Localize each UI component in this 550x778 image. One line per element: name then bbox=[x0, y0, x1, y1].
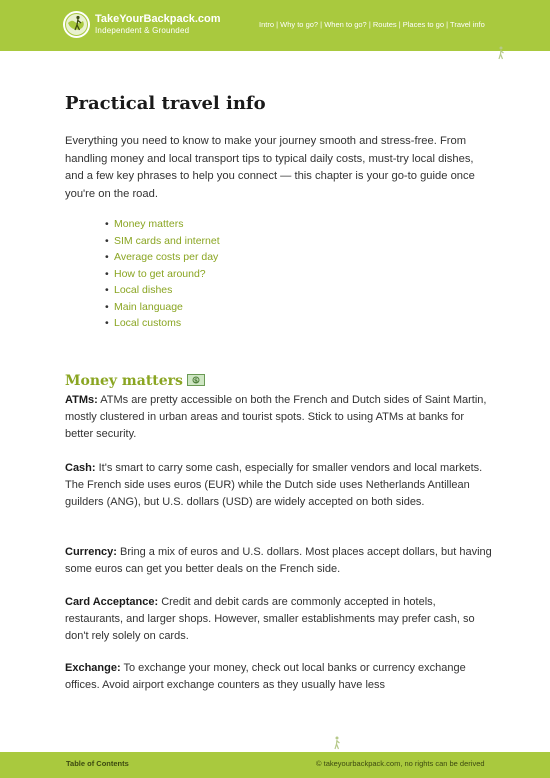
paragraph-text: ATMs are pretty accessible on both the French and Dutch sides of Saint Martin, mostly clustered in urban areas and tourist spots. Stick to using ATMs at banks for better security. bbox=[65, 394, 487, 441]
paragraph-label: Exchange: bbox=[65, 662, 121, 674]
paragraph-text: Credit and debit cards are commonly accepted in hotels, restaurants, and larger shops. However, smaller establishments may prefer cash, so don't rely solely on cards. bbox=[65, 596, 475, 643]
header-bar bbox=[0, 0, 550, 51]
paragraph-label: ATMs: bbox=[65, 394, 98, 406]
toc-item-average-costs[interactable]: • Average costs per day bbox=[114, 249, 220, 266]
chapter-contents-list bbox=[104, 216, 220, 332]
paragraph-card-acceptance bbox=[65, 594, 495, 646]
brand-tagline: Independent & Grounded bbox=[95, 26, 190, 35]
top-nav: Intro | Why to go? | When to go? | Routes | Places to go | Travel info bbox=[259, 20, 485, 29]
toc-item-main-language[interactable]: • Main language bbox=[114, 299, 220, 316]
nav-routes[interactable]: Routes bbox=[372, 20, 397, 29]
hiker-icon bbox=[331, 736, 343, 750]
banknote-icon bbox=[187, 374, 205, 386]
hiker-icon bbox=[495, 46, 507, 60]
paragraph-label: Currency: bbox=[65, 546, 117, 558]
nav-intro[interactable]: Intro bbox=[259, 20, 275, 29]
paragraph-text: To exchange your money, check out local banks or currency exchange offices. Avoid airport exchange counters as they usually have less bbox=[65, 662, 466, 692]
paragraph-text: Bring a mix of euros and U.S. dollars. Most places accept dollars, but having some euros can get you better deals on the French side. bbox=[65, 546, 492, 576]
copyright-notice: © takeyourbackpack.com, no rights can be derived bbox=[316, 759, 485, 768]
nav-why-to-go[interactable]: Why to go? bbox=[280, 20, 319, 29]
toc-item-local-dishes[interactable]: • Local dishes bbox=[114, 282, 220, 299]
svg-text:$: $ bbox=[193, 377, 199, 385]
nav-places-to-go[interactable]: Places to go bbox=[402, 20, 445, 29]
paragraph-text: It's smart to carry some cash, especially for smaller vendors and local markets. The French side uses euros (EUR) while the Dutch side uses Netherlands Antillean guilders (ANG), but U.S. dollars (USD) are widely accepted on both sides. bbox=[65, 462, 483, 509]
paragraph-currency bbox=[65, 544, 495, 578]
brand-name[interactable]: TakeYourBackpack.com bbox=[95, 13, 221, 25]
toc-item-local-customs[interactable]: • Local customs bbox=[114, 315, 220, 332]
toc-item-sim-cards[interactable]: • SIM cards and internet bbox=[114, 233, 220, 250]
nav-travel-info[interactable]: Travel info bbox=[450, 20, 485, 29]
table-of-contents-link[interactable]: Table of Contents bbox=[66, 759, 129, 768]
globe-hiker-logo-icon[interactable] bbox=[63, 11, 90, 38]
paragraph-label: Cash: bbox=[65, 462, 96, 474]
toc-item-get-around[interactable]: • How to get around? bbox=[114, 266, 220, 283]
section-heading-money bbox=[65, 373, 205, 389]
footer-bar bbox=[0, 752, 550, 778]
page-title: Practical travel info bbox=[65, 93, 266, 114]
paragraph-atms bbox=[65, 392, 495, 444]
paragraph-label: Card Acceptance: bbox=[65, 596, 159, 608]
nav-when-to-go[interactable]: When to go? bbox=[324, 20, 367, 29]
toc-item-money-matters[interactable]: • Money matters bbox=[114, 216, 220, 233]
paragraph-cash bbox=[65, 460, 495, 512]
intro-paragraph: Everything you need to know to make your journey smooth and stress-free. From handling money and local transport tips to typical daily costs, must-try local dishes, and a few key phrases to help you connect — this chapter is your go-to guide once you're on the road. bbox=[65, 135, 475, 200]
section-heading-text: Money matters bbox=[65, 373, 183, 389]
paragraph-exchange bbox=[65, 660, 495, 694]
